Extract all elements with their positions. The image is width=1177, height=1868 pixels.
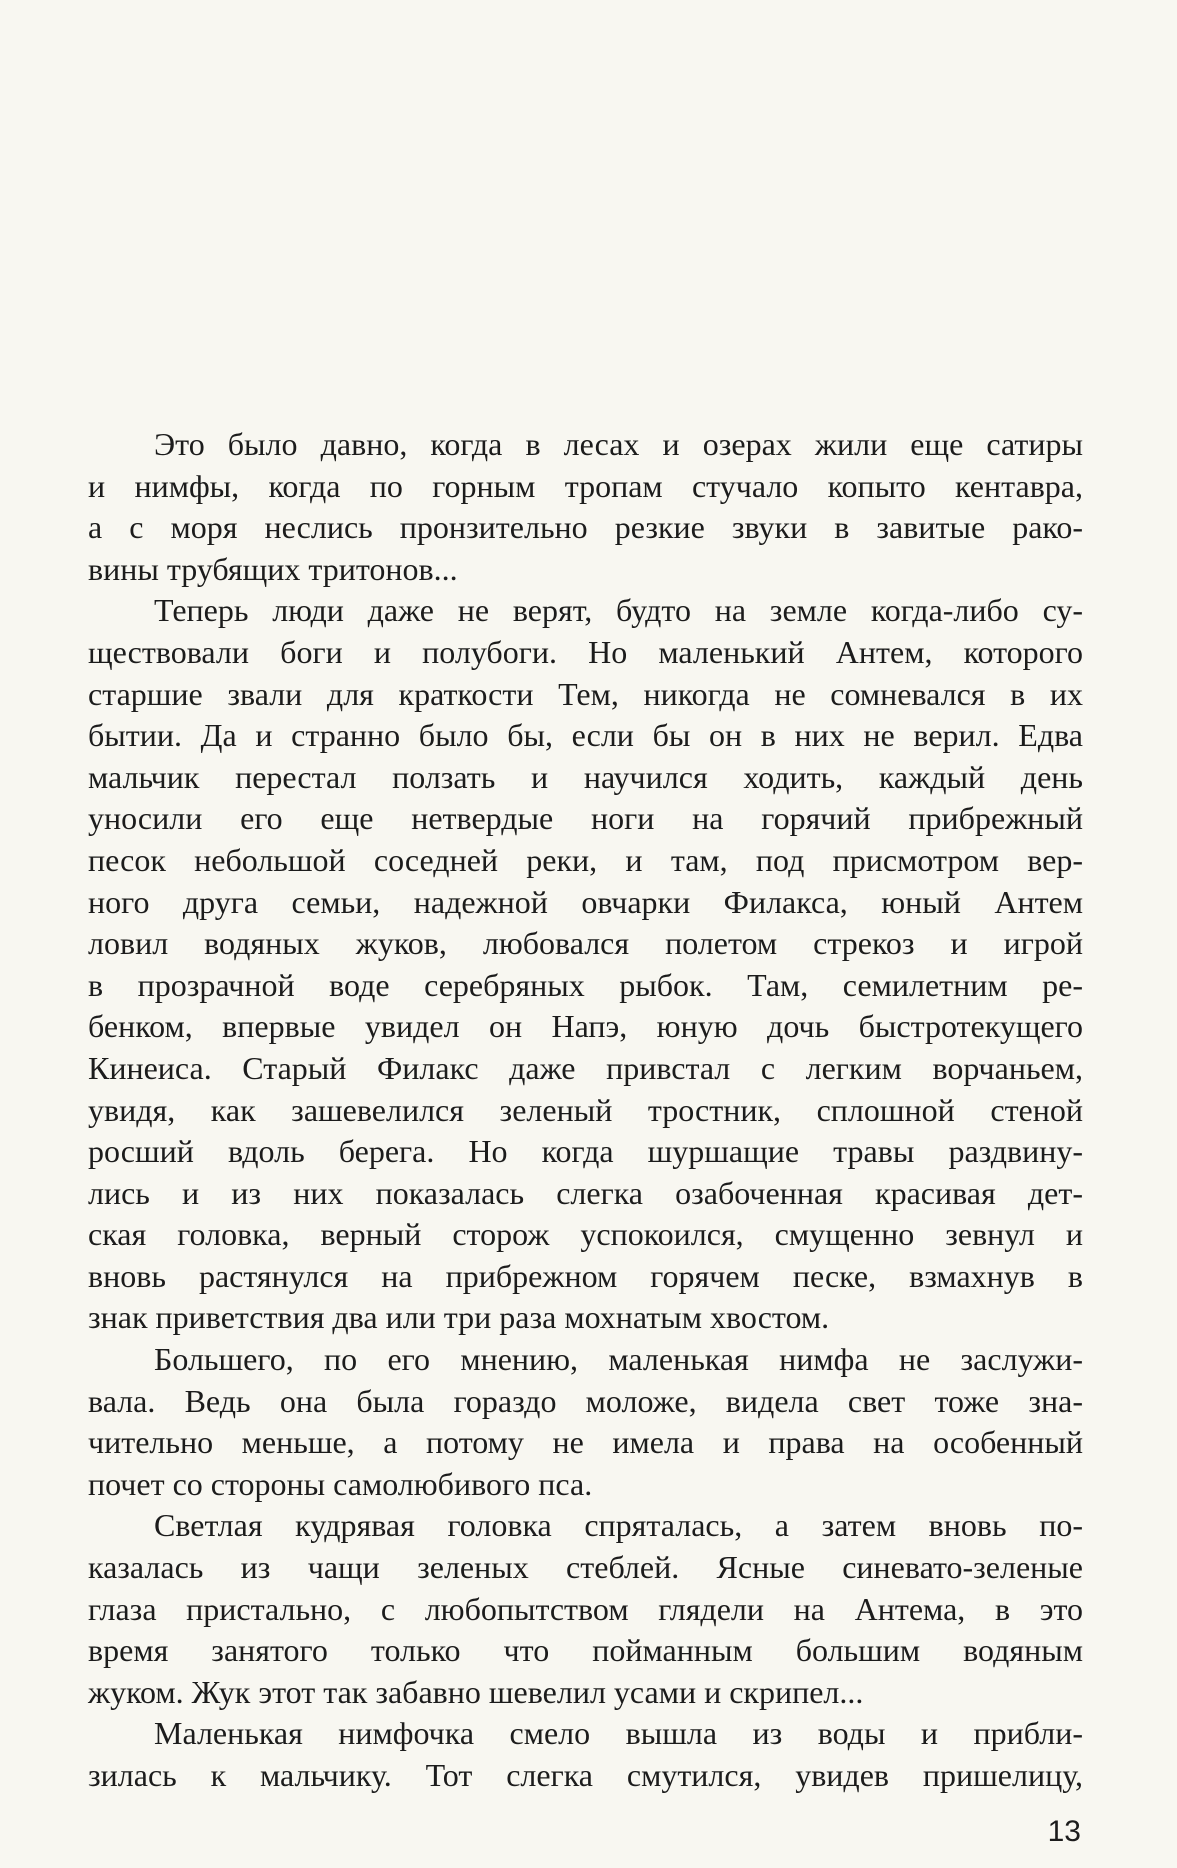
text-line: старшие звали для краткости Тем, никогда не сомневался в их — [88, 675, 1083, 712]
text-line: Кинеиса. Старый Филакс даже привстал с легким ворчаньем, — [88, 1049, 1083, 1086]
text-line: вины трубящих тритонов... — [88, 550, 458, 587]
text-line: казалась из чащи зеленых стеблей. Ясные синевато-зеленые — [88, 1549, 1083, 1586]
text-line: ская головка, верный сторож успокоился, смущенно зевнул и — [88, 1216, 1083, 1253]
text-line: глаза пристально, с любопытством глядели на Антема, в это — [88, 1590, 1083, 1627]
text-line: вала. Ведь она была гораздо моложе, видела свет тоже зна- — [88, 1382, 1083, 1419]
paragraph — [88, 1713, 1083, 1796]
text-line: Маленькая нимфочка смело вышла из воды и прибли- — [154, 1715, 1083, 1752]
text-line: и нимфы, когда по горным тропам стучало копыто кентавра, — [88, 467, 1083, 504]
page-number: 13 — [1047, 1815, 1081, 1848]
text-line: а с моря неслись пронзительно резкие звуки в завитые рако- — [88, 509, 1083, 546]
text-line: почет со стороны самолюбивого пса. — [88, 1465, 593, 1502]
text-line: ществовали боги и полубоги. Но маленький Антем, которого — [88, 633, 1083, 670]
text-line: уносили его еще нетвердые ноги на горячий прибрежный — [88, 800, 1083, 837]
text-line: Светлая кудрявая головка спряталась, а затем вновь по- — [154, 1507, 1083, 1544]
body-text — [88, 424, 1083, 1797]
text-line: чительно меньше, а потому не имела и права на особенный — [88, 1424, 1083, 1461]
text-line: ного друга семьи, надежной овчарки Филакса, юный Антем — [88, 883, 1083, 920]
text-line: Теперь люди даже не верят, будто на земле когда-либо су- — [154, 592, 1083, 629]
text-line: мальчик перестал ползать и научился ходить, каждый день — [88, 758, 1083, 795]
text-line: вновь растянулся на прибрежном горячем песке, взмахнув в — [88, 1257, 1083, 1294]
text-line: в прозрачной воде серебряных рыбок. Там, семилетним ре- — [88, 966, 1083, 1003]
text-line: ловил водяных жуков, любовался полетом стрекоз и игрой — [88, 925, 1083, 962]
text-line: Это было давно, когда в лесах и озерах жили еще сатиры — [154, 426, 1083, 462]
paragraph — [88, 424, 1083, 590]
text-line: Большего, по его мнению, маленькая нимфа не заслужи- — [154, 1341, 1083, 1378]
text-line: бытии. Да и странно было бы, если бы он в них не верил. Едва — [88, 717, 1083, 754]
text-line: росший вдоль берега. Но когда шуршащие травы раздвину- — [88, 1133, 1083, 1170]
text-line: знак приветствия два или три раза мохнатым хвостом. — [88, 1299, 830, 1336]
text-line: бенком, впервые увидел он Напэ, юную дочь быстротекущего — [88, 1008, 1083, 1045]
paragraph — [88, 1339, 1083, 1505]
text-line: жуком. Жук этот так забавно шевелил усами и скрипел... — [88, 1673, 864, 1710]
paragraph — [88, 1505, 1083, 1713]
text-line: зилась к мальчику. Тот слегка смутился, увидев пришелицу, — [88, 1757, 1083, 1793]
text-line: песок небольшой соседней реки, и там, под присмотром вер- — [88, 841, 1083, 878]
text-line: лись и из них показалась слегка озабоченная красивая дет- — [88, 1174, 1083, 1211]
text-line: время занятого только что пойманным большим водяным — [88, 1632, 1083, 1669]
text-line: увидя, как зашевелился зеленый тростник, сплошной стеной — [88, 1091, 1083, 1128]
paragraph — [88, 590, 1083, 1339]
